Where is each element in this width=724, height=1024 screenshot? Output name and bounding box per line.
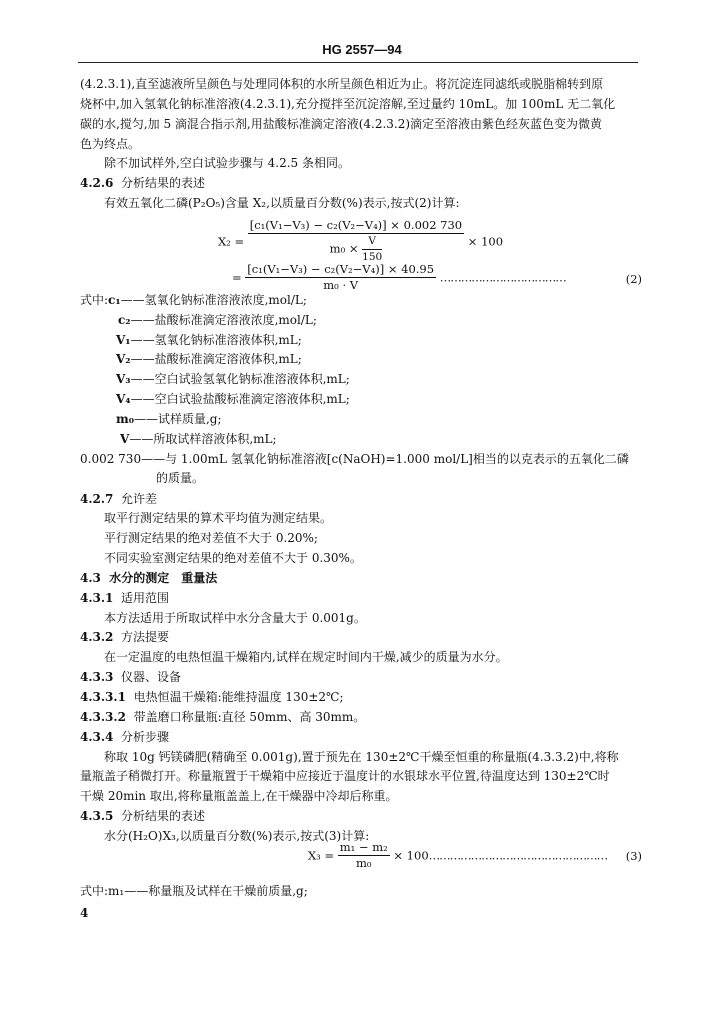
section-4-3-5 — [80, 808, 205, 824]
constant-line-1: 0.002 730——与 1.00mL 氢氧化钠标准溶液[c(NaOH)=1.000 mol/L]相当的以克表示的五氧化二磷 — [80, 452, 629, 466]
var-desc: ——氢氧化钠标准溶液体积,mL; — [130, 333, 302, 347]
s426-text: 有效五氧化二磷(P₂O₅)含量 X₂,以质量百分数(%)表示,按式(2)计算: — [104, 196, 460, 210]
var-row-m0 — [116, 411, 222, 427]
section-number: 4.3.3.1 — [80, 690, 126, 704]
section-4-3-3-1 — [80, 689, 344, 705]
section-4-2-6 — [80, 175, 205, 191]
formula-3-numerator: m₁ − m₂ — [339, 840, 388, 854]
var-desc: ——氢氧化钠标准溶液浓度,mol/L; — [120, 293, 307, 307]
formula-2-numerator-2: [c₁(V₁−V₃) − c₂(V₂−V₄)] × 40.95 — [247, 262, 435, 276]
section-title: 电热恒温干燥箱:能维持温度 130±2℃; — [133, 690, 344, 704]
formula-3-fraction — [338, 840, 390, 871]
last-line: 式中:m₁——称量瓶及试样在干燥前质量,g; — [80, 884, 308, 898]
var-symbol: V₁ — [116, 333, 131, 347]
section-number: 4.3 — [80, 571, 101, 585]
formula-2-leader-dots: ……………………………… — [439, 270, 566, 285]
vars-lead: 式中: — [80, 293, 109, 307]
constant-line-2: 的质量。 — [156, 471, 205, 485]
section-4-3-3-2 — [80, 709, 365, 725]
var-symbol: m₀ — [116, 412, 134, 426]
formula-3-tag: (3) — [625, 849, 642, 863]
var-desc: ——盐酸标准滴定溶液体积,mL; — [130, 352, 302, 366]
var-row-v — [120, 431, 277, 447]
s434-line-1: 称取 10g 钙镁磷肥(精确至 0.001g),置于预先在 130±2℃干燥至恒重的称量瓶(4.3.3.2)中,将称 — [104, 750, 619, 764]
var-row-c1 — [80, 292, 307, 308]
s434-line-2: 量瓶盖子稍微打开。称量瓶置于干燥箱中应接近于温度计的水银球水平位置,待温度达到 130±2℃时 — [80, 769, 610, 783]
header-rule — [78, 62, 638, 63]
var-desc: ——所取试样溶液体积,mL; — [129, 432, 277, 446]
section-number: 4.2.6 — [80, 176, 114, 190]
formula-2-numerator-1: [c₁(V₁−V₃) − c₂(V₂−V₄)] × 0.002 730 — [249, 218, 463, 232]
formula-2-times-100: × 100 — [467, 234, 504, 249]
s431-text: 本方法适用于所取试样中水分含量大于 0.001g。 — [104, 611, 366, 625]
section-title: 仪器、设备 — [121, 670, 182, 684]
formula-2-tag: (2) — [625, 272, 642, 286]
section-title: 方法提要 — [121, 630, 170, 644]
intro-line-3: 碳的水,搅匀,加 5 滴混合指示剂,用盐酸标准滴定溶液(4.2.3.2)滴定至溶液由紫色经灰蓝色变为微黄 — [80, 117, 603, 131]
section-number: 4.3.4 — [80, 730, 114, 744]
formula-2-fraction-1 — [248, 218, 464, 265]
formula-2-v-over-150 — [362, 234, 382, 265]
var-desc: ——空白试验盐酸标准滴定溶液体积,mL; — [130, 392, 350, 406]
formula-3-denominator: m₀ — [355, 856, 372, 870]
var-row-c2 — [118, 312, 317, 328]
section-number: 4.3.3.2 — [80, 710, 126, 724]
formula-2-150: 150 — [362, 251, 383, 263]
s434-line-3: 干燥 20min 取出,将称量瓶盖盖上,在干燥器中冷却后称重。 — [80, 789, 398, 803]
section-number: 4.3.3 — [80, 670, 114, 684]
formula-3 — [308, 840, 642, 871]
section-number: 4.3.2 — [80, 630, 114, 644]
intro-line-1: (4.2.3.1),直至滤液所呈颜色与处理同体积的水所呈颜色相近为止。将沉淀连同滤纸或脱脂棉转到原 — [80, 77, 604, 91]
formula-2-row-1 — [218, 218, 503, 265]
s435-text: 水分(H₂O)X₃,以质量百分数(%)表示,按式(3)计算: — [104, 829, 370, 843]
var-symbol: c₂ — [118, 313, 131, 327]
formula-2-row-2 — [232, 262, 642, 293]
formula-2-v: V — [362, 234, 382, 250]
section-4-3-2 — [80, 629, 169, 645]
section-number: 4.3.5 — [80, 809, 114, 823]
formula-2-fraction-2 — [245, 262, 436, 293]
section-4-3 — [80, 570, 217, 586]
s432-text: 在一定温度的电热恒温干燥箱内,试样在规定时间内干燥,减少的质量为水分。 — [104, 650, 508, 664]
var-desc: ——空白试验氢氧化钠标准溶液体积,mL; — [130, 372, 350, 386]
section-title: 水分的测定 重量法 — [109, 571, 218, 585]
formula-2-equals: = — [232, 270, 242, 285]
formula-3-times-100: × 100 — [393, 848, 429, 863]
formula-3-lhs: X₃ = — [308, 848, 335, 863]
s427-line-2: 平行测定结果的绝对差值不大于 0.20%; — [104, 531, 318, 545]
section-4-2-7 — [80, 491, 157, 507]
section-4-3-3 — [80, 669, 181, 685]
var-symbol: c₁ — [108, 293, 121, 307]
section-title: 适用范围 — [121, 591, 170, 605]
section-4-3-1 — [80, 590, 169, 606]
page-number: 4 — [80, 906, 89, 920]
var-row-v4 — [116, 391, 350, 407]
intro-line-5: 除不加试样外,空白试验步骤与 4.2.5 条相同。 — [104, 156, 350, 170]
var-symbol: V — [120, 432, 130, 446]
s427-line-1: 取平行测定结果的算术平均值为测定结果。 — [104, 511, 333, 525]
document-header: HG 2557—94 — [322, 42, 402, 57]
section-number: 4.3.1 — [80, 591, 114, 605]
var-row-v3 — [116, 371, 350, 387]
var-desc: ——盐酸标准滴定溶液浓度,mol/L; — [130, 313, 317, 327]
var-row-v2 — [116, 351, 302, 367]
formula-3-leader-dots: …………………………………………… — [428, 848, 608, 863]
var-symbol: V₄ — [116, 392, 131, 406]
var-symbol: V₃ — [116, 372, 131, 386]
formula-2-denominator-1 — [248, 234, 464, 265]
section-4-3-4 — [80, 729, 169, 745]
section-title: 允许差 — [121, 492, 158, 506]
var-symbol: V₂ — [116, 352, 131, 366]
formula-2-denominator-2: m₀ · V — [323, 278, 359, 292]
section-number: 4.2.7 — [80, 492, 114, 506]
s427-line-3: 不同实验室测定结果的绝对差值不大于 0.30%。 — [104, 551, 362, 565]
var-desc: ——试样质量,g; — [133, 412, 222, 426]
formula-2-lhs: X₂ = — [218, 234, 245, 249]
section-title: 分析结果的表述 — [121, 176, 206, 190]
section-title: 分析步骤 — [121, 730, 170, 744]
section-title: 分析结果的表述 — [121, 809, 206, 823]
intro-line-4: 色为终点。 — [80, 137, 141, 151]
intro-line-2: 烧杯中,加入氢氧化钠标准溶液(4.2.3.1),充分搅拌至沉淀溶解,至过量约 10mL。加 100mL 无二氧化 — [80, 97, 616, 111]
section-title: 带盖磨口称量瓶:直径 50mm、高 30mm。 — [133, 710, 366, 724]
formula-2-denominator-m0: m₀ × — [329, 241, 359, 256]
var-row-v1 — [116, 332, 302, 348]
